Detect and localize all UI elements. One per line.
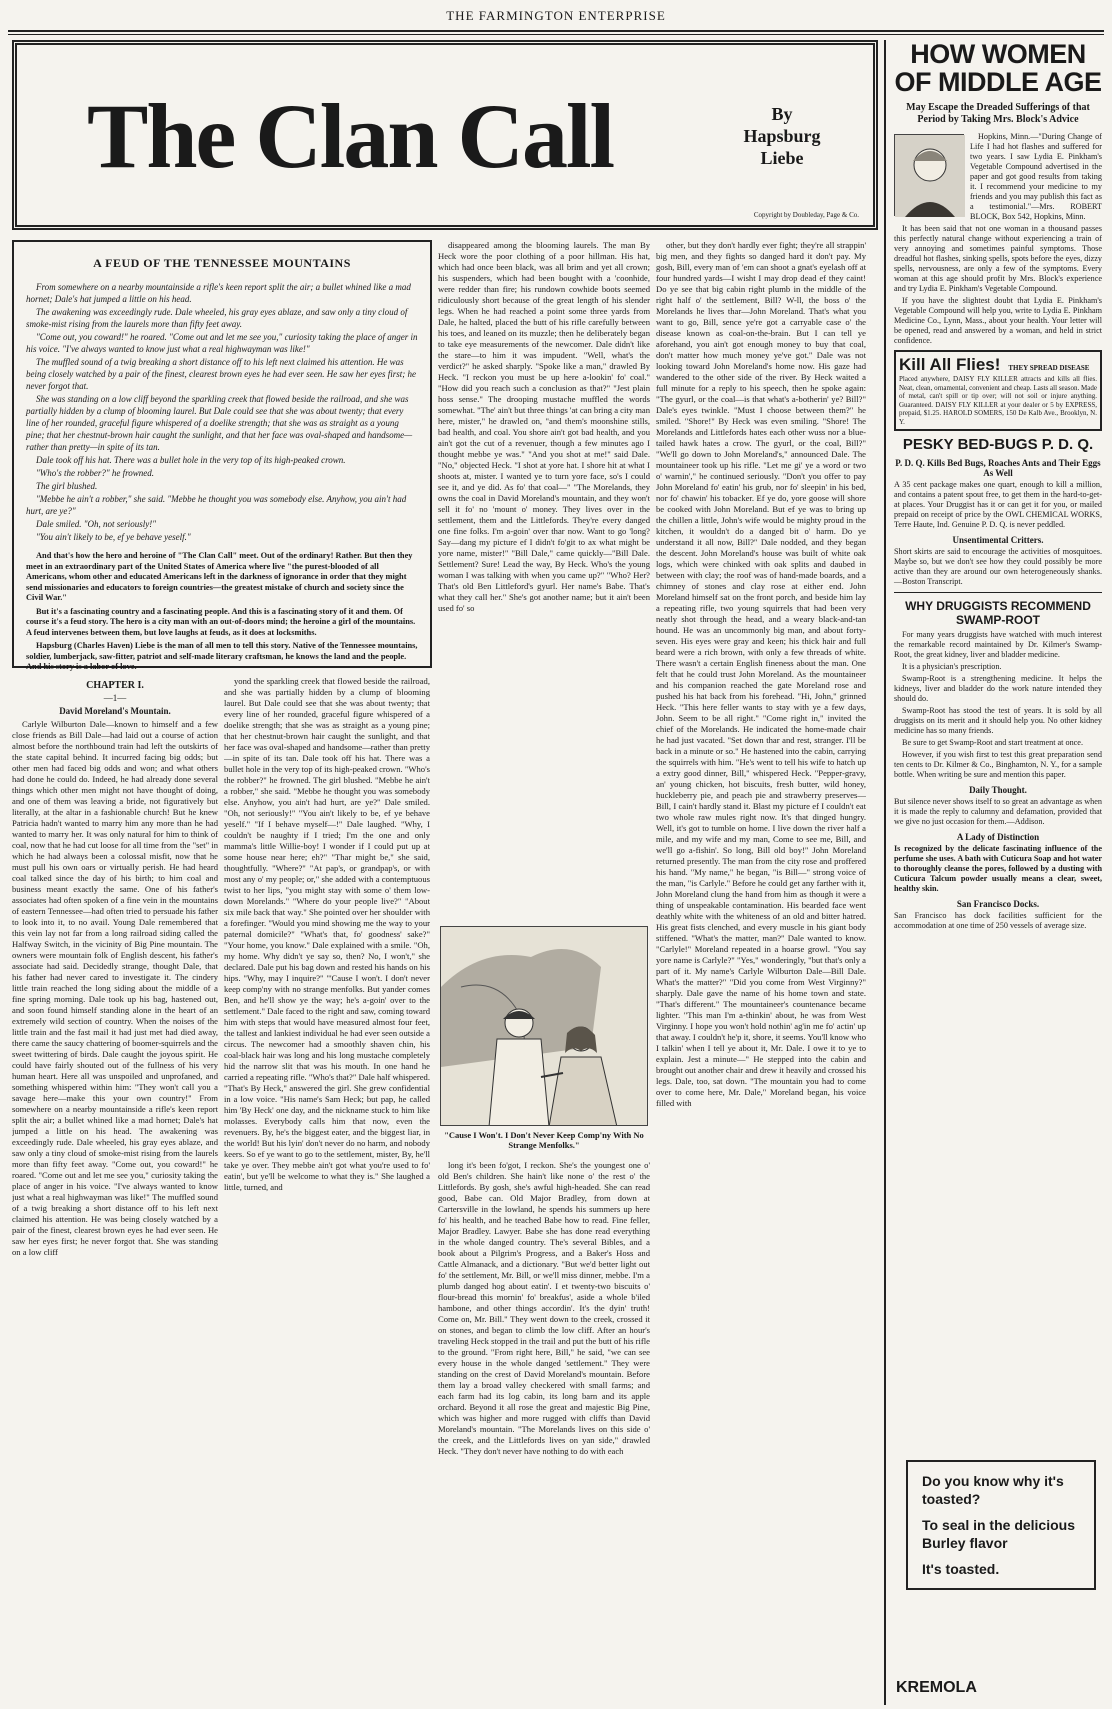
docks-heading: San Francisco Docks. bbox=[956, 899, 1040, 909]
excerpt-paragraph: The muffled sound of a twig breaking a short distance off to his left next claimed his attention. He was being closely watched by a pair of the finest, clearest brown eyes he had ever seen. He saw her eyes first; he never forgot that. bbox=[26, 357, 416, 391]
column-text: other, but they don't hardly ever fight; they're all strappin' big men, and they fights so danged hard it don't pay. My gosh, Bill, every man of 'em can shoot a gnat's eyelash off at four hundred yards—I wisht I may drop dead ef they caint! Do ye see that big cabin right plumb in the middle of the right half o' the settlement, Bill? W-ll, the boss o' the Morelands he lives thar—John Moreland. That's what you want to go, Bill, sence ye're got a carryable case o' the disease known as coal-on-the-brain. But I can tell ye aforehand, you ain't got enough money to buy that coal, don't matter how much money ye've got." Dale was not looking toward John Moreland's home now. His gaze had wandered to the other side of the river. By Heck waited a full minute for a reply to his speech, then he spoke again: "The gyurl, or the coal—is that what's a-botherin' ye? Bill?" Dale's eyes twinkle. "Must I choose between them?" he smiled. "Shore!" By Heck was even smiling. "Shore! The Morelands and Littlefords hates each other wuss nor a blue-tailed hawk hates a crow. The gyurl, or the coal, Bill?" "We'll go down to John Moreland's," announced Dale. The mountaineer took up his rifle. "Let me gi' ye a word or two o' warnin'," he continued seriously. "Don't you offer to pay John Moreland fo' eatin' his grub, nor fo' sleepin' in his bed, nor fo' chawin' his tobacker. Ef ye do, yore goose will shore be cooked with John Moreland. But ef ye was to bring up the chillen a little, John's wife would be mighty proud in the kitchen, it wouldn't do a danged bit o' harm. Do ye understand it all now, Bill?" Dale nodded, and they began the descent. John Moreland's house was built of white oak logs, which were chinked with oak splits and daubed in between with clay; the roof was of hand-made boards, and a chimney of stones and clay rose at either end. John Moreland himself sat on the front porch, and beside him lay a repeating rifle, two young squirrels that had been very neatly shot through the head, and a weary black-and-tan hound. He was an uncommonly big man, and about forty-seven. His eyes were gray and keen; his thick hair and full beard were a rich brown, with only a few threads of white. There wasn't a certain English fineness about the man. One felt that he could trust John Moreland. As the mountaineer and his companion reached the gate Moreland rose and pushed his hat back from his forehead. "Hi, John," grinned Heck. "This here feller wants to stay with ye a few days, John. Seem to be all right." "Come right in," invited the chief of the Morelands. He indicated the home-made chair he had just vacated. "Set down thar and rest, stranger. I'll be back in a minute or so." He hastened into the cabin, carrying the squirrels with him. "He's went to tell his wife to hatch up a extry good dinner, Bill," whispered Heck. "Pepper-gravy, an' young chicken, hot biscuits, fresh butter, wild honey, huckleberry pie, and peach pie and strawberry preserves—Bill, I cain't hardly stand it. Blast my picture ef I couldn't eat two whole raw mules right now. It's that dinged hungry. Well, it's got to tumble on home. I live down the river half a mile, and my wife and my man, Come to see me, Bill, and we'll go a-fishin'. So long, Bill old boy!" John Moreland returned presently. The man from the city rose and proffered his hand. "My name," he began, "is Bill—" strong voice of the man, "is Carlyle." Before he could get any farther with it, John Moreland clung the hand from him as though it were a thing of unspeakable contamination. His bearded face went deathly white with the whiteness of an old and bitter hatred. His great fists clenched, and every muscle in his giant body stiffened. "What's the matter, man?" Dale wanted to know. "Carlyle!" Moreland repeated in a hoarse growl. "You say yore name is Carlyle?" "Yes," wonderingly, "but that's only a part of it. My name's Carlyle Wilburton Dale—Bill Dale. What's the matter?" "Did you come from West Virginny?" sharply. Dale gave the name of his home town and state. "That's different." The mountaineer's countenance became lighter. "This man I'm a-thinkin' about, he was from West Virginny. I hope you won't hold nothin' ag'in me fo' actin' up that away. I couldn't he'p it, shore, it seems. You'll know who I talkin' when I tell ye about it, Mr. Dale. I owe it to ye to explain. Jest a minute—" He stepped into the cabin and brought out another chair and drew it heavily and crossed his legs. Dale, too, sat down. "The mountain you had to come over to come here, Mr. Dale," Moreland began, his voice filled with bbox=[656, 240, 866, 1108]
story-title: The Clan Call bbox=[87, 85, 614, 187]
daily-thought-body: But silence never shows itself to so great an advantage as when it is made the reply to calumny and defamation, provided that we give no just occasion for them.—Addison. bbox=[894, 797, 1102, 826]
ad-flies bbox=[894, 350, 1102, 431]
excerpt-paragraph: "Come out, you coward!" he roared. "Come out and let me see you," curiosity taking the place of anger in his voice. "I've always wanted to know just what a real highwayman was like!" bbox=[26, 332, 418, 354]
chapter-subtitle: David Moreland's Mountain. bbox=[59, 706, 171, 716]
ad-kremola: KREMOLA bbox=[896, 1679, 977, 1696]
portrait-image bbox=[894, 134, 964, 216]
ad-flies-tag: THEY SPREAD DISEASE bbox=[1008, 364, 1090, 372]
lucky-tagline: It's toasted. bbox=[922, 1561, 1000, 1577]
divider bbox=[894, 592, 1102, 593]
ad-flies-heading: Kill All Flies! bbox=[899, 355, 1001, 374]
ad-text: Hopkins, Minn.—"During Change of Life I had hot flashes and suffered for two years. I saw Lydia E. Pinkham's Vegetable Compound advertised in the paper and got good results from taking it. I recommend your medicine to my friends and you may publish this fact as a testimonial."—Mrs. ROBERT BLOCK, Box 542, Hopkins, Minn. bbox=[970, 132, 1102, 221]
ad-women-heading: HOW WOMEN OF MIDDLE AGE bbox=[894, 39, 1102, 97]
lucky-question: Do you know why it's toasted? bbox=[922, 1473, 1064, 1507]
excerpt-paragraph: From somewhere on a nearby mountainside a rifle's keen report split the air; a bullet whined like a mad hornet; Dale's hat jumped a little on his head. bbox=[26, 282, 411, 304]
masthead-rule-thin bbox=[8, 34, 1104, 35]
ad-text: Swamp-Root is a strengthening medicine. It helps the kidneys, liver and bladder do the work nature intended they should do. bbox=[894, 674, 1102, 703]
ad-text: It is a physician's prescription. bbox=[902, 662, 1002, 671]
ad-swamp-heading: WHY DRUGGISTS RECOMMEND SWAMP-ROOT bbox=[905, 599, 1091, 627]
column-text: long it's been fo'got, I reckon. She's the youngest one o' old Ben's children. She hain't like none o' the rest o' the Littlefords. By gosh, she's awful high-headed. She can read good, Babe can. Old Major Bradley, from down at Cartersville in the lowland, he spends his summers up here fo' his health, and he teached Babe how to read. Fine feller, Major Bradley. Lawyer. Babe she has done read everything in the whole danged country. The's several Bibles, and a book about a Pilgrim's Progress, and a Baker's Hoss and Cattle Almanack, and a dictionary. "But we'd better light out fo' the settlement, Mr. Bill, or we'll miss dinner, mebbe. I'm a plumb danged hog about eatin'. I et twenty-two biscuits o' flour-bread this mornin' fo' breakfus', aside a whole b'iled hambone, and other things accordin'. It's the dyin' truth! Come on, Mr. Bill." They went down to the creek, crossed it on stones, and began to climb the low cliff. After an hour's traveling Heck stopped in the trail and put the butt of his rifle to the ground. "From right here, Bill," he said, "we can see every house in the whole danged 'settlement." They were standing on the crest of David Moreland's mountain. Before them lay a broad valley checkered with small farms; and each farm had its log cabin, its long barn and its apple orchard. Beyond it all rose the great and majestic Big Pine, which was higher and more rugged with cliffs than David Moreland's mountain. "The Morelands lives on this side o' the creek, and the Littlefords lives on yan side," drawled Heck. "They don't never have nothing to do with each bbox=[438, 1160, 650, 1456]
ad-bugs-subheading: P. D. Q. Kills Bed Bugs, Roaches Ants and Their Eggs As Well bbox=[895, 458, 1101, 478]
lady-body: Is recognized by the delicate fascinating influence of the perfume she uses. A bath with Cuticura Soap and hot water to thoroughly cleanse the pores, followed by a dusting with Cuticura Talcum powder usually means a clear, sweet, healthy skin. bbox=[894, 844, 1102, 893]
intro-excerpt bbox=[26, 281, 418, 543]
ad-text: It has been said that not one woman in a thousand passes this perfectly natural change without experiencing a train of very annoying and sometimes painful symptoms. Those dreadful hot flashes, sinking spells, spots before the eyes, dizzy spells, nervousness, are only a few of the symptoms. Every woman at this age should profit by Mrs. Block's experience and try Lydia E. Pinkham's Vegetable Compound. bbox=[894, 224, 1102, 293]
ad-text: For many years druggists have watched with much interest the remarkable record maintained by Dr. Kilmer's Swamp-Root, the great kidney, liver and bladder medicine. bbox=[894, 630, 1102, 659]
docks-body: San Francisco has dock facilities sufficient for the accommodation at one time of 250 vessels of average size. bbox=[894, 911, 1102, 930]
caption-couple: "Cause I Won't. I Don't Never Keep Comp'ny With No Strange Menfolks." bbox=[444, 1130, 644, 1150]
byline-author-last: Liebe bbox=[760, 148, 804, 168]
ad-text: Swamp-Root has stood the test of years. It is sold by all druggists on its merit and it should help you. No other kidney medicine has so many friends. bbox=[894, 706, 1102, 735]
excerpt-paragraph: She was standing on a low cliff beyond the sparkling creek that flowed beside the railroad, and she was partially hidden by a clump of blooming laurel. But Dale could see that she was about twenty; that every line of her rounded, graceful figure whispered of a doelike strength; that she was as straight as a young pine; that her chestnut-brown hair caught the sunlight, and that her face was oval-shaped and handsome—rather than pretty—in spite of its tan. bbox=[26, 394, 413, 452]
ad-bugs-heading: PESKY BED-BUGS P. D. Q. bbox=[902, 436, 1094, 453]
intro-box bbox=[12, 240, 432, 671]
ad-lucky-strike bbox=[906, 1460, 1096, 1590]
ad-text: Be sure to get Swamp-Root and start treatment at once. bbox=[902, 738, 1083, 747]
copyright-notice: Copyright by Doubleday, Page & Co. bbox=[753, 211, 859, 219]
column-2 bbox=[224, 676, 430, 1704]
excerpt-paragraph: "Mebbe he ain't a robber," she said. "Mebbe he thought you was somebody else. Anyhow, you ain't had hurt, are ye?" bbox=[26, 494, 407, 516]
intro-summary bbox=[26, 551, 418, 673]
column-text: disappeared among the blooming laurels. The man By Heck wore the poor clothing of a poor hillman. His hat, which had once been black, was all brim and yet all crown; his suspenders, which had been bought with a 'coonhide, were redder than fire; his rundown cowhide boots seemed ridiculously short because of the great length of his slender legs. When he had reached a point some three yards from Dale, he halted, placed the butt of his rifle carefully between his toes, and leaned on its muzzle; then he deliberately began to take eye measurements of the newcomer. Dale didn't like the stare—to him it was impudent. "Well, what's the verdict?" he asked sharply. "Spoke like a man," drawled By Heck. "I reckon you must be up here a-lookin' fo' coal." "How did you reach such a conclusion as that?" "Jest plain hoss sense." The drooping mustache muffled the words somewhat. "The' ain't but three things 'at can bring a city man here, mister," he drawled on, "and them's moonshine stills, bad health, and coal. You shore ain't got bad health, and you ain't got the cut of a revenuer, though a few minutes ago I thought mebbe ye was." "And you shot at me!" said Dale. "No," objected Heck. "I shot at yore hat. I shore hit at what I shoots at, mister. I wanted ye to turn yore face, so's I could see it, and ye did. As fo' that coal—" "The Morelands, they owns the coal in David Moreland's mountain, and they won't sell it fo' no 'mount o' money. They lives over in the settlement, them and the Littlefords. They're every danged one fine folks. I'm a-goin' over thar now. Want to go 'long? Say—dang my picture ef I didn't fo'git to ax what might be yore name, mister!" "Bill Dale," came quickly—"Bill Dale. Settlement? Sure! Lead the way, By Heck. Who's the young woman I was talking with when you came up?" "Who? Her? That's old Ben Littleford's gyurl. Her name's Babe. That's what they call her." She's got another name; but it ain't been used fo' so bbox=[438, 240, 650, 613]
illustration-couple bbox=[440, 926, 648, 1126]
excerpt-paragraph: The girl blushed. bbox=[36, 481, 98, 491]
ad-text: If you have the slightest doubt that Lydia E. Pinkham's Vegetable Compound will help you, write to Lydia E. Pinkham Medicine Co., Lynn, Mass., about your health. Your letter will be opened, read and answered by a woman, and held in strict confidence. bbox=[894, 296, 1102, 345]
lucky-answer: To seal in the delicious Burley flavor bbox=[922, 1517, 1075, 1551]
column-text: yond the sparkling creek that flowed beside the railroad, and she was partially hidden by a clump of blooming laurel. But Dale could see that she was about twenty; that every line of her rounded, graceful figure whispered of a doelike strength; that she was as straight as a young pine; that her chestnut-brown hair caught the sunlight, and that her face was oval-shaped and handsome—rather than pretty—in spite of its tan. Dale took off his hat. There was a bullet hole in the very top of its high-peaked crown. "Who's the robber?" he frowned. The girl blushed. "Mebbe he ain't a robber," she said. "Mebbe he thought you was somebody else. Anyhow, you ain't had hurt, are ye?" Dale smiled. "Oh, not seriously!" "You ain't likely to be, ef ye behave yeself." "If I behave myself—!" Dale laughed. "Why, I couldn't be naughty if I tried; I'm the one and only mamma's little Willie-boy! I wonder if I could put up at some house near here; eh?" "Thar might be," she said, thoughtfully. "Where?" "At pap's, or grandpap's, or with most any o' my people; or," she added with a contemptuous twist to her lips, "you might stay with some o' them low-down Morelands." "Where do your people live?" "About six mile back that way." She pointed over her shoulder with a forefinger. "Would you mind showing me the way to your paternal domicile?" "What's that, fo' goodness' sake?" "Your home, you know." Dale explained with a smile. "Oh, my home. Why didn't ye say so, then? No, I won't," she declared. Dale put his bag down and rested his hands on his hips. "Why, may I inquire?" "'Cause I won't. I don't never keep comp'ny with no strange menfolks. But yander comes Ben, and he'll show ye the way; he's a-goin' over to the settlement." Dale faced to the right and saw, coming toward him with steps that would have measured almost four feet, the tallest and lankiest individual he had ever seen outside a circus. The newcomer had a smoothly shaven chin, his coal-black hair was long and his long mustache completely hid the narrow slit that was his mouth. In one hand he carried a repeating rifle. "Who's that?" Dale half whispered. "That's By Heck," answered the girl. She grew confidential in a low voice. "His name's Sam Heck; but pap, he called him 'By Heck' one day, and the nickname stuck to him like molasses. Everybody calls him that now, even the revenuers. By, he's the biggest eater, and the biggest liar, in the world! But his lyin' don't never do no harm, and nobody keers. So ef ye want to go to the settlement, mister, By, he'll take ye over. They mebbe ain't got what you're used to fo' eatin', but ye'll be welcome to what they is." She laughed a little, turned, and bbox=[224, 676, 430, 1192]
story-banner bbox=[12, 40, 878, 230]
byline-author-first: Hapsburg bbox=[743, 126, 821, 146]
chapter-heading: CHAPTER I. bbox=[86, 680, 144, 691]
critters-body: Short skirts are said to encourage the activities of mosquitoes. Maybe so, but we don't see how they could possibly be more active than they are around our own heterogeneously shanks.—Boston Transcript. bbox=[894, 547, 1102, 586]
masthead: THE FARMINGTON ENTERPRISE bbox=[446, 8, 666, 23]
lady-heading: A Lady of Distinction bbox=[956, 832, 1040, 842]
excerpt-paragraph: "Who's the robber?" he frowned. bbox=[36, 468, 155, 478]
masthead-rule bbox=[8, 30, 1104, 32]
excerpt-paragraph: Dale smiled. "Oh, not seriously!" bbox=[36, 519, 157, 529]
daily-thought-heading: Daily Thought. bbox=[969, 785, 1027, 795]
byline bbox=[727, 103, 837, 169]
summary-paragraph: Hapsburg (Charles Haven) Liebe is the man of all men to tell this story. Native of the Tennessee mountains, soldier, lumberjack, saw-fitter, patriot and self-made literary craftsman, he knows the land and the people. And his story is a labor of love. bbox=[26, 641, 418, 671]
excerpt-paragraph: The awakening was exceedingly rude. Dale wheeled, his gray eyes ablaze, and saw only a tiny cloud of smoke-mist rising from the laurels more than fifty feet away. bbox=[26, 307, 408, 329]
column-1 bbox=[12, 676, 218, 1704]
intro-heading: A FEUD OF THE TENNESSEE MOUNTAINS bbox=[93, 256, 351, 270]
column-4 bbox=[656, 240, 866, 1704]
summary-paragraph: And that's how the hero and heroine of "The Clan Call" meet. Out of the ordinary! Rather. But then they meet in an extraordinary part of the United States of America where live "the purest-blooded of all Americans, whom other and educated Americans left in the darkness of ignorance in order that they might send missionaries and educators to foreign countries—the greatest mistake of church and society since the Civil War." bbox=[26, 551, 413, 602]
column-text: Carlyle Wilburton Dale—known to himself and a few close friends as Bill Dale—had laid out a course of action almost before the northbound train had left the outskirts of the state capital behind. It incurred facing big odds; but other men had faced big odds and won; and what others had done he could do. Indeed, he had already done several things which other men might not have thought of doing, and one of them was leaving a bride, not figuratively but literally, at the altar in a fashionable church! But he knew Patricia hadn't wanted to marry him any more than he had wanted to marry her. It was only natural for him to think of coal, now that he had cut loose for all time from the "set" in which he had always been a colossal misfit, now that he must pull his own oars or virtually perish. He had heard coal talked since the day of his birth; to him coal and business meant exactly the same. One of his father's associates had often spoken of a fine vein in the mountains of eastern Tennessee—had often tried to persuade his father to look into it, to no avail. Young Dale remembered that this vein lay not far from a long railroad siding called the Halfway Switch, in the vicinity of Big Pine mountain. The owners were mountain folk of English descent, his father's associate had said. Decidedly strange, thought Dale, that his father had never cared to investigate it. The cindery little train reached the long siding about the middle of a fine spring morning. Dale took up his bag, hastened out, and soon found himself standing alone in the heart of an extremely wild section of country. When the noises of the little train and the fast mail it had just met had died away, there came the saucy chattering of boomer-squirrels and the sweet twittering of birds. Dale caught the joyous spirit. He could have fairly shouted out of the fullness of his very human heart. Here all was unspoiled and unprofaned, and something whispered within him: "They won't call you a savage here—make this your own country!" From somewhere on a nearby mountainside a rifle's keen report split the air; a bullet whined like a mad hornet; Dale's hat jumped a little on his head. The awakening was exceedingly rude. Dale wheeled, his gray eyes ablaze, and saw only a tiny cloud of smoke-mist rising from the laurels more than fifty feet away. "Come out, you coward!" he roared. "Come out and let me see you," curiosity taking the place of anger in his voice. "I've always wanted to know just what a real highwayman was like!" The muffled sound of a twig breaking a short distance off to his left next claimed his attention. He was being closely watched by a pair of the finest, clearest brown eyes he had ever seen. He saw her eyes first; he never forgot that. She was standing on a low cliff bbox=[12, 719, 218, 1257]
ad-swamp-body bbox=[894, 630, 1102, 780]
ad-text: However, if you wish first to test this great preparation send ten cents to Dr. Kilmer & Co., Binghamton, N. Y., for a sample bottle. When writing be sure and mention this paper. bbox=[894, 750, 1102, 779]
ad-women-subheading: May Escape the Dreaded Sufferings of that Period by Taking Mrs. Block's Advice bbox=[906, 102, 1090, 125]
ad-bugs-body: A 35 cent package makes one quart, enough to kill a million, and contains a patent spout free, to get them in the hard-to-get-at places. Your Druggist has it or can get it for you, or mailed prepaid on receipt of price by the OWL CHEMICAL WORKS, Terre Haute, Ind. Genuine P. D. Q. is never peddled. bbox=[894, 480, 1102, 529]
ad-flies-body: Placed anywhere, DAISY FLY KILLER attracts and kills all flies. Neat, clean, ornamental, convenient and cheap. Lasts all season. Made of metal, can't spill or tip over; will not soil or injure anything. Guaranteed. DAISY FLY KILLER at your dealer or 5 by EXPRESS, prepaid, $1.25. HAROLD SOMERS, 150 De Kalb Ave., Brooklyn, N. Y. bbox=[899, 375, 1097, 426]
critters-heading: Unsentimental Critters. bbox=[952, 535, 1044, 545]
chapter-section: —1— bbox=[103, 693, 127, 703]
column-3-bottom bbox=[438, 1160, 650, 1704]
summary-paragraph: But it's a fascinating country and a fascinating people. And this is a fascinating story of it and them. Of course it's a feud story. The hero is a city man with an out-of-doors mind; the heroine a girl of the mountains. A feud intervenes between them, but love laughs at feuds, as it does at locksmiths. bbox=[26, 606, 416, 637]
excerpt-paragraph: "You ain't likely to be, ef ye behave yeself." bbox=[36, 532, 191, 542]
column-3-top bbox=[438, 240, 650, 920]
byline-by: By bbox=[771, 104, 793, 124]
ad-women-body bbox=[894, 132, 1102, 346]
woman-portrait-icon bbox=[895, 135, 965, 217]
advertisement-column bbox=[884, 40, 1102, 1705]
couple-sketch-icon bbox=[441, 927, 648, 1126]
excerpt-paragraph: Dale took off his hat. There was a bullet hole in the very top of its high-peaked crown. bbox=[36, 455, 346, 465]
